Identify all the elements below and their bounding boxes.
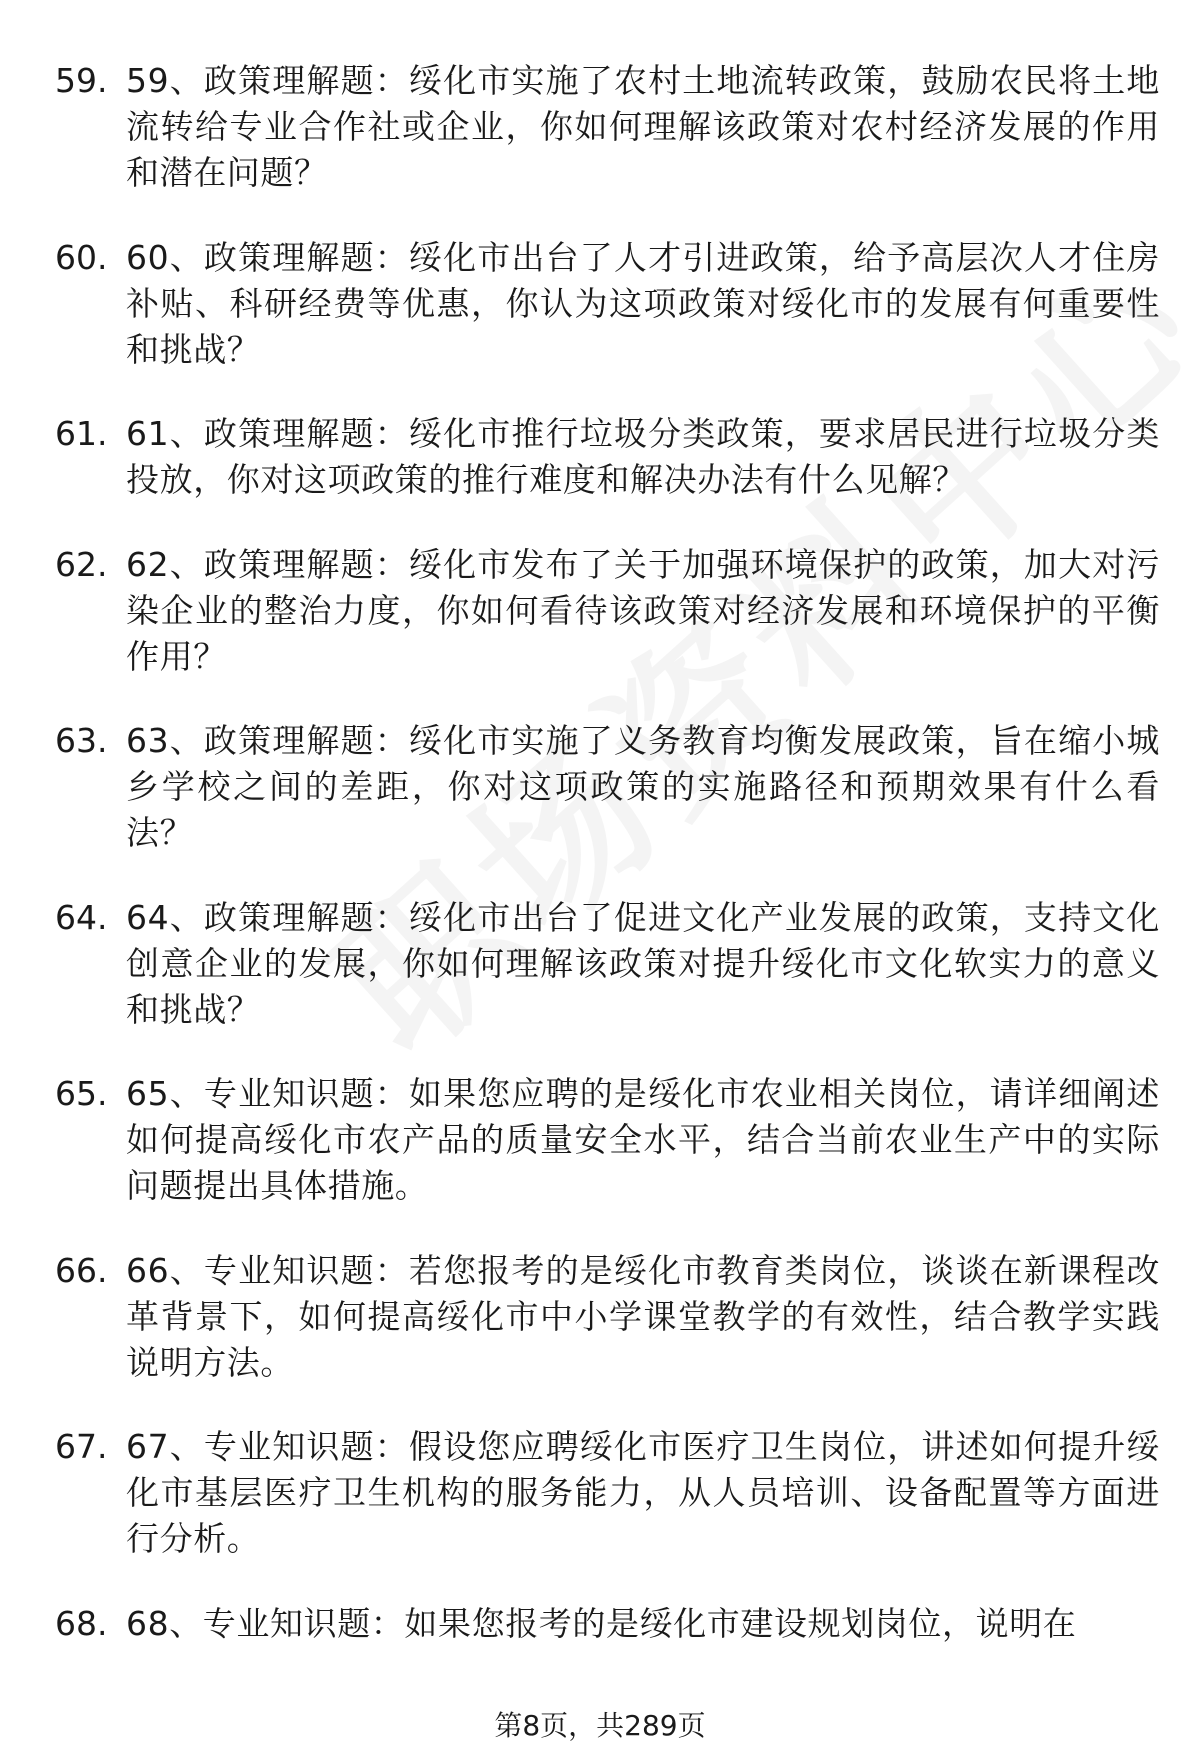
list-item xyxy=(55,542,1160,680)
list-item xyxy=(55,895,1160,1033)
question-text: 63、政策理解题：绥化市实施了义务教育均衡发展政策，旨在缩小城乡学校之间的差距，你对这项政策的实施路径和预期效果有什么看法？ xyxy=(126,721,1160,852)
list-item xyxy=(55,411,1160,503)
question-text: 68、专业知识题：如果您报考的是绥化市建设规划岗位，说明在 xyxy=(126,1603,1077,1643)
question-number: 60. xyxy=(55,237,108,277)
question-number: 61. xyxy=(55,414,108,453)
question-text: 60、政策理解题：绥化市出台了人才引进政策，给予高层次人才住房补贴、科研经费等优惠，你认为这项政策对绥化市的发展有何重要性和挑战？ xyxy=(126,237,1160,369)
question-number: 65. xyxy=(55,1074,108,1113)
list-item xyxy=(55,1248,1160,1386)
question-number: 64. xyxy=(55,897,108,937)
question-text: 59、政策理解题：绥化市实施了农村土地流转政策，鼓励农民将土地流转给专业合作社或企业，你如何理解该政策对农村经济发展的作用和潜在问题？ xyxy=(126,61,1160,192)
question-number: 68. xyxy=(55,1603,108,1643)
question-text: 66、专业知识题：若您报考的是绥化市教育类岗位，谈谈在新课程改革背景下，如何提高绥化市中小学课堂教学的有效性，结合教学实践说明方法。 xyxy=(126,1250,1160,1382)
list-item xyxy=(55,718,1160,856)
question-number: 59. xyxy=(55,61,108,100)
list-item xyxy=(55,235,1160,373)
question-number: 66. xyxy=(55,1250,108,1290)
list-item xyxy=(55,58,1160,196)
question-text: 67、专业知识题：假设您应聘绥化市医疗卫生岗位，讲述如何提升绥化市基层医疗卫生机构的服务能力，从人员培训、设备配置等方面进行分析。 xyxy=(126,1427,1160,1558)
question-number: 62. xyxy=(55,544,108,584)
page-footer: 第8页，共289页 xyxy=(494,1709,706,1742)
list-item xyxy=(55,1424,1160,1562)
question-number: 63. xyxy=(55,721,108,760)
question-list xyxy=(55,58,1160,1685)
list-item xyxy=(55,1071,1160,1209)
list-item xyxy=(55,1601,1160,1647)
question-number: 67. xyxy=(55,1427,108,1466)
question-text: 64、政策理解题：绥化市出台了促进文化产业发展的政策，支持文化创意企业的发展，你如何理解该政策对提升绥化市文化软实力的意义和挑战？ xyxy=(126,897,1160,1029)
question-text: 61、政策理解题：绥化市推行垃圾分类政策，要求居民进行垃圾分类投放，你对这项政策的推行难度和解决办法有什么见解？ xyxy=(126,414,1160,499)
question-text: 65、专业知识题：如果您应聘的是绥化市农业相关岗位，请详细阐述如何提高绥化市农产品的质量安全水平，结合当前农业生产中的实际问题提出具体措施。 xyxy=(126,1074,1160,1205)
question-text: 62、政策理解题：绥化市发布了关于加强环境保护的政策，加大对污染企业的整治力度，你如何看待该政策对经济发展和环境保护的平衡作用？ xyxy=(126,544,1160,676)
